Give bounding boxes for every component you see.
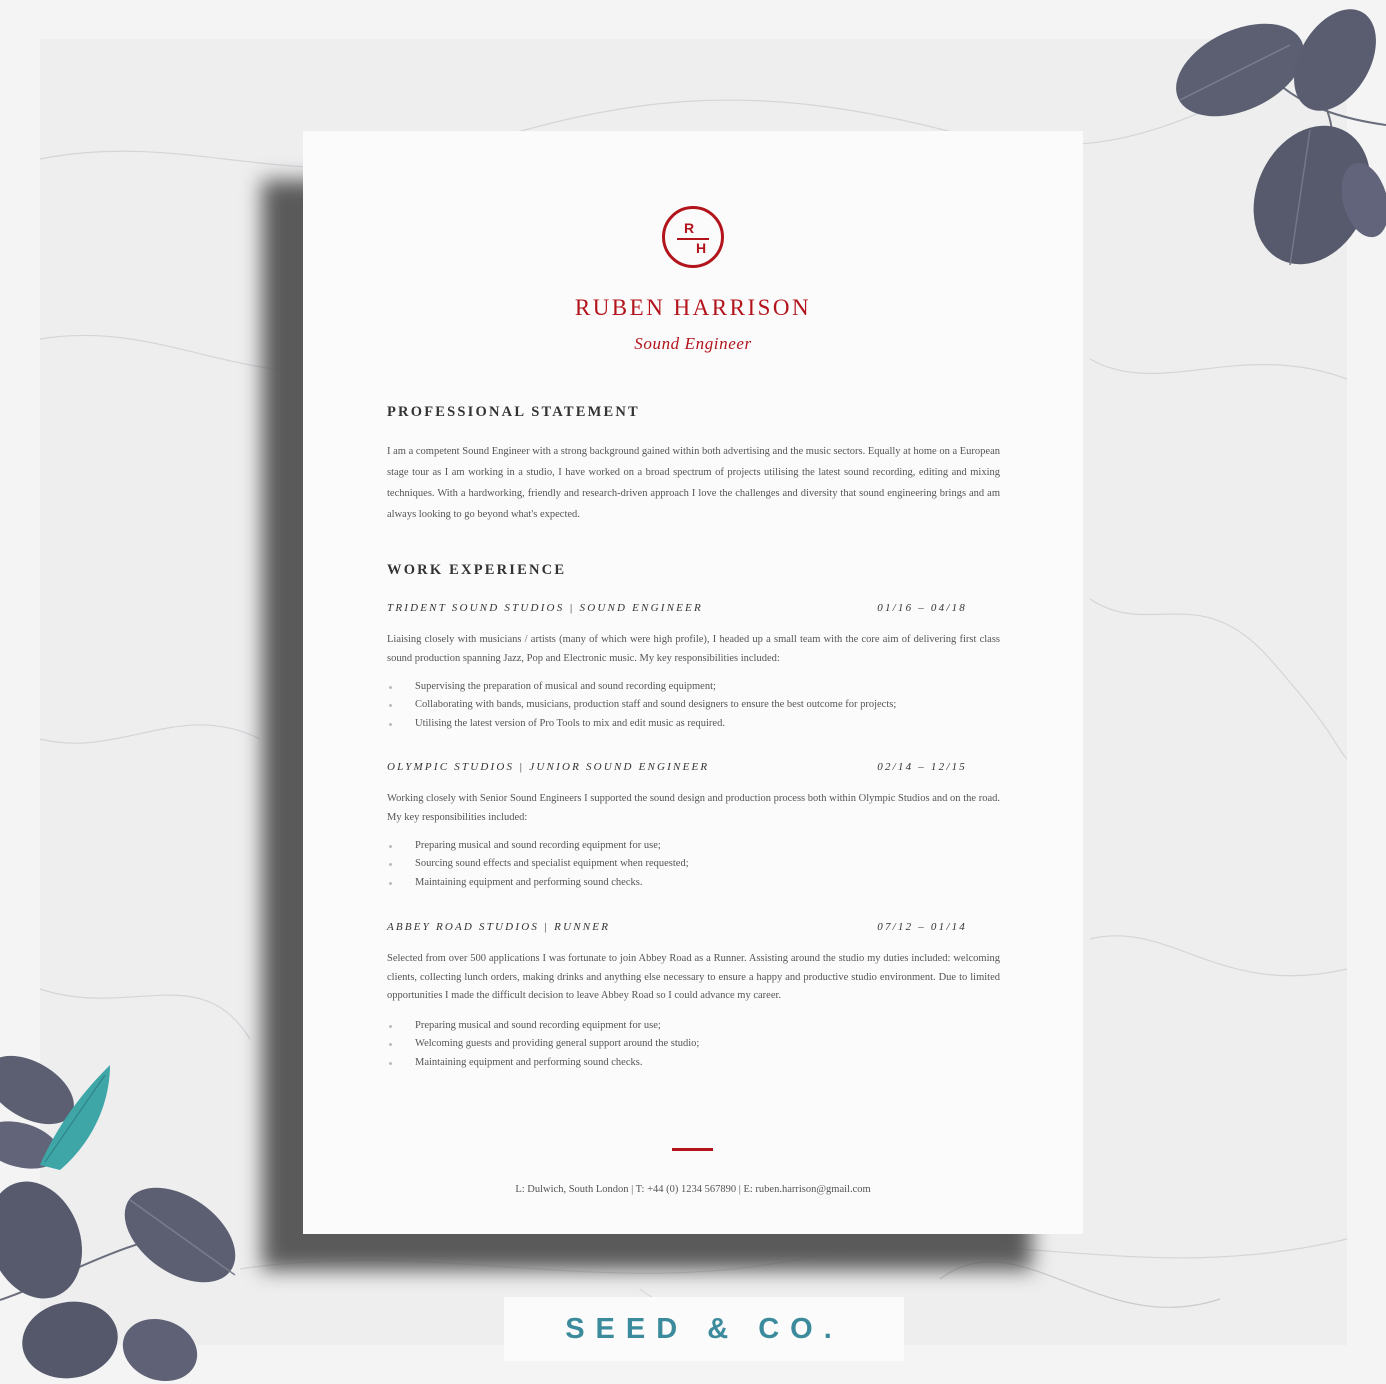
job-description: Working closely with Senior Sound Engineers I supported the sound design and production process both within Olympic Studios and on the road. My key responsibilities included: bbox=[387, 793, 1000, 823]
job-bullets bbox=[387, 678, 896, 733]
resume-page bbox=[303, 131, 1083, 1234]
monogram-bottom-letter: H bbox=[696, 240, 707, 256]
list-item: Preparing musical and sound recording equipment for use; bbox=[387, 837, 689, 855]
list-item: Sourcing sound effects and specialist equipment when requested; bbox=[387, 855, 689, 873]
list-item: Utilising the latest version of Pro Tools to mix and edit music as required. bbox=[387, 715, 896, 733]
list-item: Collaborating with bands, musicians, production staff and sound designers to ensure the best outcome for projects; bbox=[387, 696, 896, 714]
job-dates: 01/16 – 04/18 bbox=[877, 602, 967, 614]
list-item: Maintaining equipment and performing sound checks. bbox=[387, 874, 689, 892]
monogram-logo bbox=[662, 206, 724, 268]
list-item: Welcoming guests and providing general support around the studio; bbox=[387, 1035, 699, 1053]
list-item: Maintaining equipment and performing sound checks. bbox=[387, 1054, 699, 1072]
brand-logo: SEED & CO. bbox=[504, 1297, 904, 1361]
job-description: Selected from over 500 applications I was fortunate to join Abbey Road as a Runner. Assisting around the studio my duties included: welcoming clients, collecting lunch orders, making drinks and anything else necessary to ensure a happy and productive studio environment. Due to limited opportunities I made the difficult decision to leave Abbey Road so I could advance my career. bbox=[387, 953, 1000, 1001]
footer-divider bbox=[672, 1148, 713, 1151]
monogram-top-letter: R bbox=[684, 220, 695, 236]
statement-heading: PROFESSIONAL STATEMENT bbox=[387, 404, 640, 420]
experience-heading: WORK EXPERIENCE bbox=[387, 562, 567, 578]
job-title: TRIDENT SOUND STUDIOS | SOUND ENGINEER bbox=[387, 602, 703, 614]
job-description: Liaising closely with musicians / artists (many of which were high profile), I headed up a small team with the core aim of delivering first class sound production spanning Jazz, Pop and Electronic music. My key responsibilities included: bbox=[387, 634, 1000, 664]
candidate-name: RUBEN HARRISON bbox=[574, 295, 812, 320]
job-title: ABBEY ROAD STUDIOS | RUNNER bbox=[387, 921, 611, 933]
list-item: Preparing musical and sound recording equipment for use; bbox=[387, 1017, 699, 1035]
job-heading bbox=[387, 921, 967, 933]
job-bullets bbox=[387, 837, 689, 892]
job-dates: 07/12 – 01/14 bbox=[877, 921, 967, 933]
statement-body: I am a competent Sound Engineer with a strong background gained within both advertising and the music sectors. Equally at home on a European stage tour as I am working in a studio, I have worked on a broad spectrum of projects utilising the latest sound recording, editing and mixing techniques. With a hardworking, friendly and research-driven approach I love the challenges and diversity that sound engineering brings and am always looking to go beyond what's expected. bbox=[387, 446, 1000, 520]
job-dates: 02/14 – 12/15 bbox=[877, 761, 967, 773]
candidate-role: Sound Engineer bbox=[634, 334, 752, 353]
job-bullets bbox=[387, 1017, 699, 1072]
list-item: Supervising the preparation of musical and sound recording equipment; bbox=[387, 678, 896, 696]
job-title: OLYMPIC STUDIOS | JUNIOR SOUND ENGINEER bbox=[387, 761, 710, 773]
job-heading bbox=[387, 761, 967, 773]
contact-line: L: Dulwich, South London | T: +44 (0) 1234 567890 | E: ruben.harrison@gmail.com bbox=[515, 1184, 871, 1195]
job-heading bbox=[387, 602, 967, 614]
